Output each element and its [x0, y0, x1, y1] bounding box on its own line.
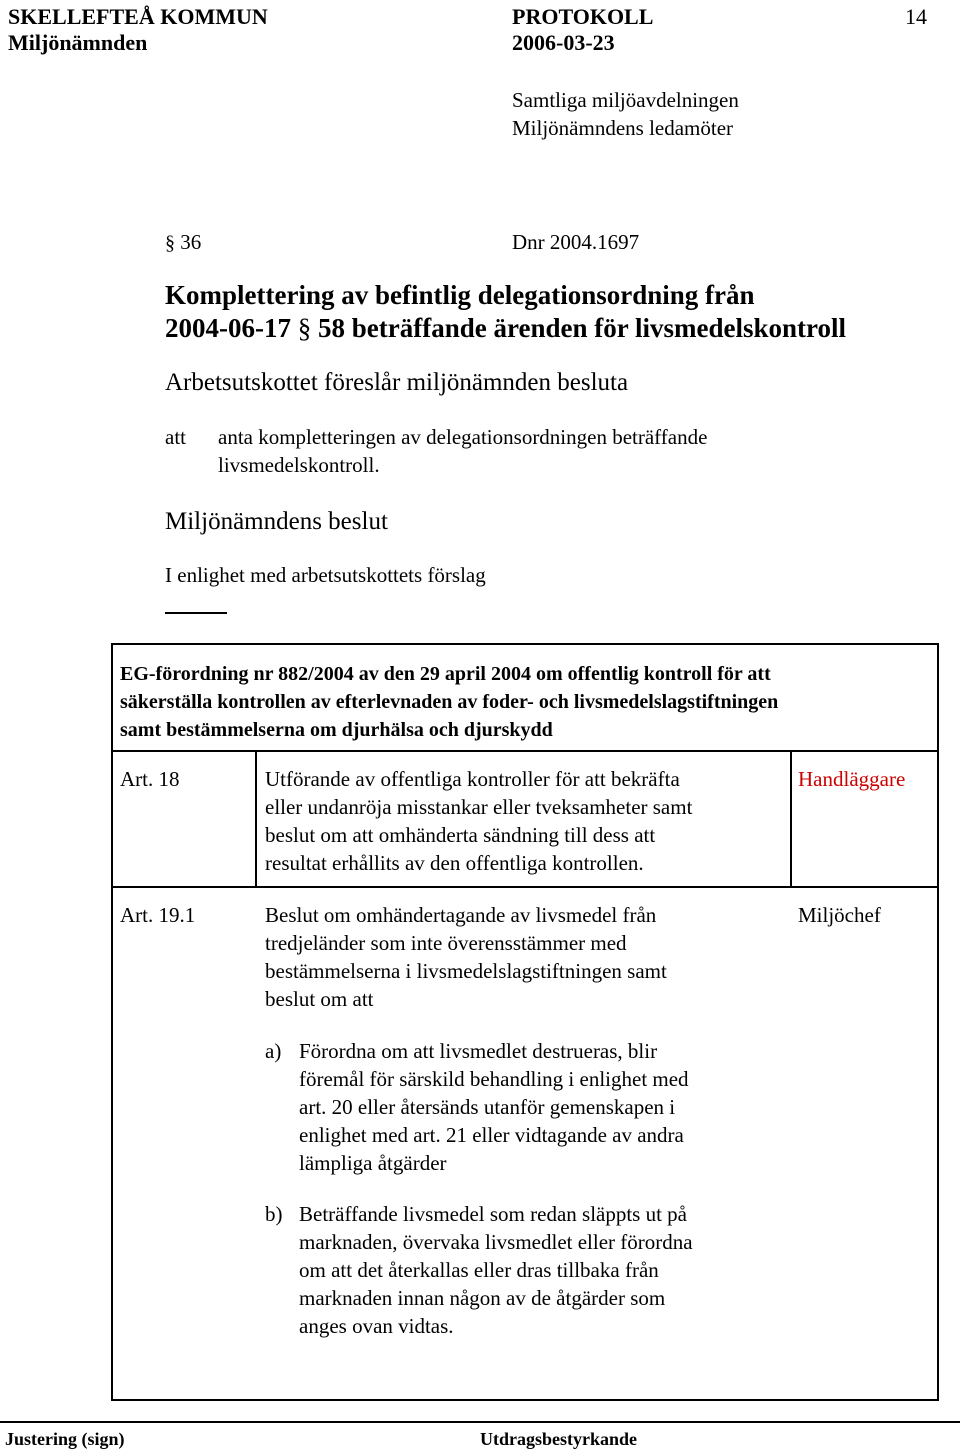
- sub-item-b-line1: Beträffande livsmedel som redan släppts ut på: [299, 1202, 688, 1226]
- section-sign-icon: §: [297, 313, 312, 343]
- sub-item-b-line4: marknaden innan någon av de åtgärder som: [299, 1286, 666, 1310]
- case-title-line2: [165, 312, 846, 345]
- table-col-divider-1: [255, 750, 257, 887]
- case-dnr: Dnr 2004.1697: [512, 230, 640, 254]
- sub-item-a-line5: lämpliga åtgärder: [299, 1151, 447, 1175]
- sub-item-b-label: b): [265, 1202, 283, 1226]
- row2-delegate: Miljöchef: [798, 903, 881, 927]
- row1-desc-line3: beslut om att omhänderta sändning till dess att: [265, 823, 656, 847]
- case-title-line1: Komplettering av befintlig delegationsordning från: [165, 280, 755, 310]
- table-title-divider: [111, 750, 939, 752]
- row1-article: Art. 18: [120, 767, 180, 791]
- row2-article: Art. 19.1: [120, 903, 196, 927]
- recipient-2: Miljönämndens ledamöter: [512, 116, 734, 140]
- footer-rule: [0, 1421, 960, 1423]
- decision-text: I enlighet med arbetsutskottets förslag: [165, 563, 486, 587]
- proposal-line2: livsmedelskontroll.: [218, 453, 380, 477]
- sub-item-a-line2: föremål för särskild behandling i enlighet med: [299, 1067, 689, 1091]
- case-title-date: 2004-06-17: [165, 313, 291, 343]
- row2-desc-line4: beslut om att: [265, 987, 374, 1011]
- committee-name: Miljönämnden: [8, 30, 148, 55]
- section-number: 36: [180, 230, 202, 254]
- proposal-heading: Arbetsutskottet föreslår miljönämnden besluta: [165, 369, 629, 396]
- row1-desc-line2: eller undanröja misstankar eller tveksamheter samt: [265, 795, 693, 819]
- row2-desc-line2: tredjeländer som inte överensstämmer med: [265, 931, 627, 955]
- sub-item-a-line3: art. 20 eller återsänds utanför gemenskapen i: [299, 1095, 676, 1119]
- proposal-line1: anta kompletteringen av delegationsordningen beträffande: [218, 425, 708, 449]
- row2-desc-line3: bestämmelserna i livsmedelslagstiftningen samt: [265, 959, 667, 983]
- footer-utdragsbestyrkande: Utdragsbestyrkande: [480, 1429, 638, 1449]
- recipient-1: Samtliga miljöavdelningen: [512, 88, 739, 112]
- doc-type: PROTOKOLL: [512, 4, 654, 29]
- page-number: 14: [905, 4, 927, 29]
- table-title-line1: EG-förordning nr 882/2004 av den 29 april 2004 om offentlig kontroll för att: [120, 663, 771, 685]
- section-number-line: [165, 228, 201, 257]
- sub-item-a-line1: Förordna om att livsmedlet destrueras, blir: [299, 1039, 658, 1063]
- att-label: att: [165, 425, 186, 449]
- sub-item-a-label: a): [265, 1039, 282, 1063]
- table-col-divider-2: [790, 750, 792, 887]
- row1-desc-line4: resultat erhållits av den offentliga kontrollen.: [265, 851, 644, 875]
- case-title-subject: 58 beträffande ärenden för livsmedelskontroll: [317, 313, 846, 343]
- table-row-divider: [111, 886, 939, 888]
- decision-heading: Miljönämndens beslut: [165, 508, 388, 535]
- table-title-line3: samt bestämmelserna om djurhälsa och djurskydd: [120, 719, 553, 741]
- sub-item-b-line5: anges ovan vidtas.: [299, 1314, 454, 1338]
- sub-item-b-line2: marknaden, övervaka livsmedlet eller förordna: [299, 1230, 693, 1254]
- row2-desc-line1: Beslut om omhändertagande av livsmedel från: [265, 903, 657, 927]
- table-title-line2: säkerställa kontrollen av efterlevnaden av foder- och livsmedelslagstiftningen: [120, 691, 779, 713]
- protocol-date: 2006-03-23: [512, 30, 615, 55]
- sub-item-a-line4: enlighet med art. 21 eller vidtagande av andra: [299, 1123, 684, 1147]
- row1-delegate: Handläggare: [798, 767, 906, 791]
- sub-item-b-line3: om att det återkallas eller dras tillbaka från: [299, 1258, 659, 1282]
- row1-desc-line1: Utförande av offentliga kontroller för att bekräfta: [265, 767, 680, 791]
- footer-justering: Justering (sign): [5, 1429, 125, 1449]
- decision-rule: [165, 612, 227, 614]
- section-sign-icon: §: [165, 232, 175, 254]
- org-name: SKELLEFTEÅ KOMMUN: [8, 4, 268, 29]
